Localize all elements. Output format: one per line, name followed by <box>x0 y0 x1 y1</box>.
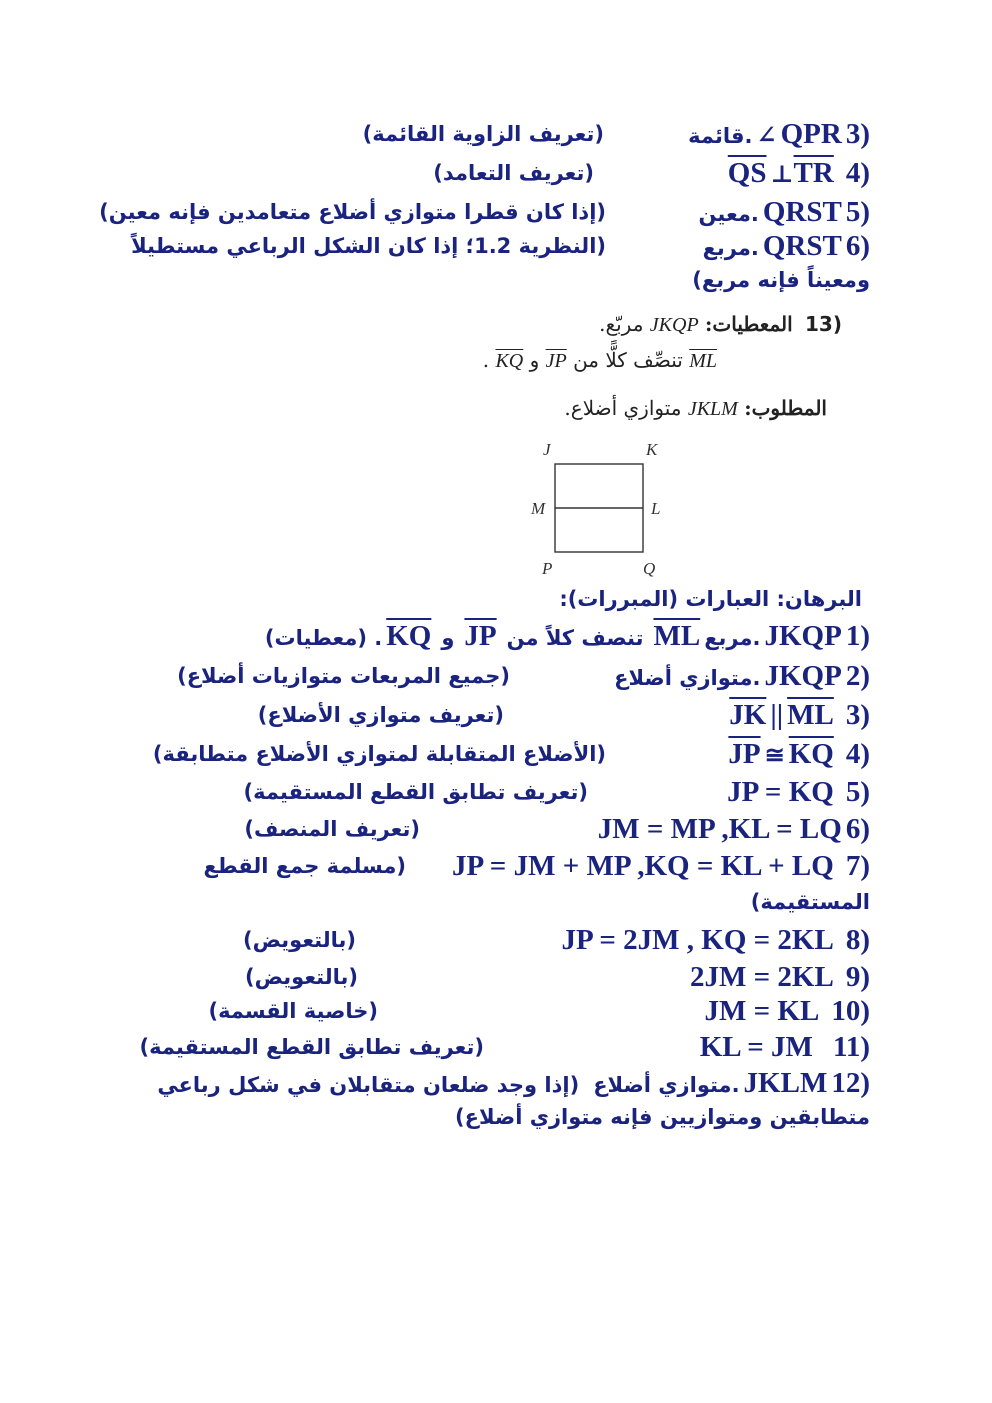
square-figure <box>520 436 680 586</box>
top-step-6-reason-cont: ومعيناً فإنه مربع) <box>692 268 870 292</box>
label-q: Q <box>643 559 656 578</box>
proof-step-12: (إذا وجد ضلعان متقابلان في شكل رباعي متوازي أضلاع. JKLM 12) <box>157 1067 870 1099</box>
label-m: M <box>531 499 546 518</box>
proof-step-9: 2JM = 2KL 9) (بالتعويض) <box>245 961 870 993</box>
proof-step-10: JM = KL 10) (خاصية القسمة) <box>208 995 870 1027</box>
proof-step-4: $\overline{JP}$ ≅ $\overline{KQ}$ 4) (الأضلاع المتقابلة لمتوازي الأضلاع متطابقة) <box>152 738 870 770</box>
top-step-4: $\overline{QS}$ $\perp\overline{TR}$ 4) (تعريف التعامد) <box>433 157 870 189</box>
proof-step-7: JP = JM + MP ,KQ = KL + LQ 7) (مسلمة جمع القطع <box>203 850 870 882</box>
label-j: J <box>543 440 551 459</box>
proof-step-1: . (معطيات) $\overline{KQ}$ و $\overline{JP}$ تنصف كلاً من $\overline{ML}$ مربع. JKQP 1) <box>264 620 870 652</box>
proof-step-12-reason-cont: متطابقين ومتوازيين فإنه متوازي أضلاع) <box>455 1105 870 1129</box>
proof-step-6: JM = MP ,KL = LQ 6) (تعريف المنصف) <box>244 813 870 845</box>
label-p: P <box>542 559 553 578</box>
problem-required: المطلوب: JKLM متوازي أضلاع. <box>564 396 827 420</box>
proof-step-11: KL = JM 11) (تعريف تطابق القطع المستقيمة) <box>139 1031 870 1063</box>
top-step-6: مربع. QRST 6) (النظرية 1.2؛ إذا كان الشكل الرباعي مستطيلاً <box>131 230 870 262</box>
proof-step-2: متوازي أضلاع. JKQP 2) (جميع المربعات متوازيات أضلاع) <box>177 660 870 692</box>
proof-step-3: $\overline{JK}$ || $\overline{ML}$ 3) (تعريف متوازي الأضلاع) <box>257 699 870 731</box>
label-l: L <box>651 499 661 518</box>
top-step-3: قائمة. ∠ QPR 3) (تعريف الزاوية القائمة) <box>362 118 870 150</box>
problem-given-2: ML تنصِّف كلًّا من JP و KQ . <box>482 348 717 372</box>
proof-step-8: JP = 2JM , KQ = 2KL 8) (بالتعويض) <box>243 924 870 956</box>
problem-given: 13) المعطيات: JKQP مربّع. <box>599 312 842 336</box>
proof-heading: البرهان: العبارات (المبررات): <box>559 587 862 611</box>
proof-step-7-reason-cont: المستقيمة) <box>750 890 870 914</box>
top-step-5: معين. QRST 5) (إذا كان قطرا متوازي أضلاع متعامدين فإنه معين) <box>99 196 870 228</box>
label-k: K <box>646 440 658 459</box>
proof-step-5: JP = KQ 5) (تعريف تطابق القطع المستقيمة) <box>243 776 870 808</box>
